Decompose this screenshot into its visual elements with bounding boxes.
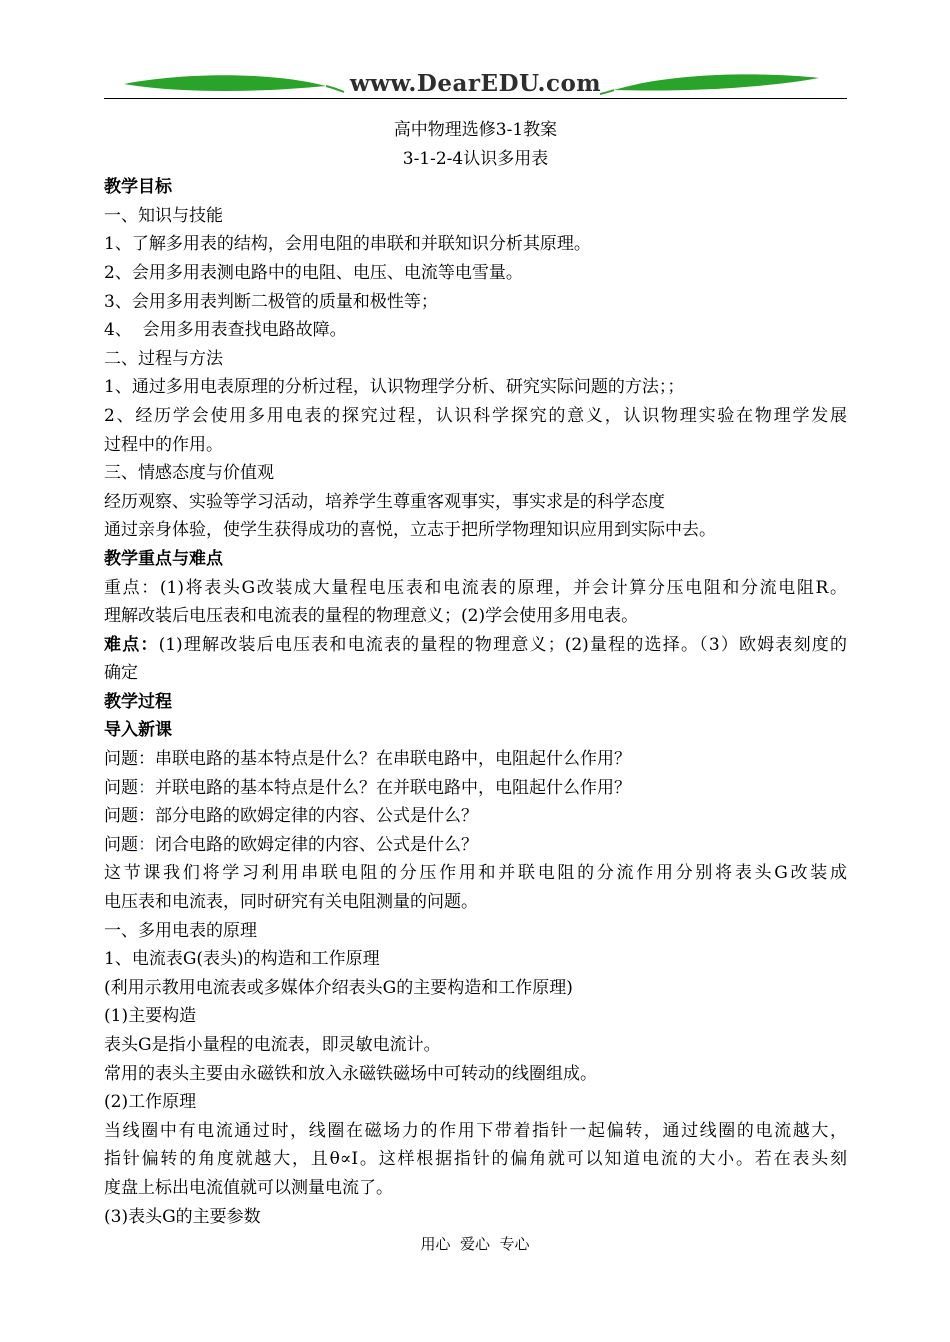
structure-text-1: 表头G是指小量程的电流表，即灵敏电流计。 bbox=[104, 1035, 441, 1055]
emotion-item-2: 通过亲身体验，使学生获得成功的喜悦，立志于把所学物理知识应用到实际中去。 bbox=[104, 520, 716, 541]
question-colon: ： bbox=[138, 834, 155, 855]
question-text: 并联电路的基本特点是什么？在并联电路中，电阻起什么作用？ bbox=[155, 777, 631, 798]
lesson-intro-line-2: 电压表和电流表，同时研究有关电阻测量的问题。 bbox=[104, 892, 478, 913]
question-colon: ： bbox=[138, 806, 155, 827]
question-label: 问题 bbox=[104, 777, 138, 798]
document-body bbox=[104, 116, 847, 1231]
procedure-heading: 教学过程 bbox=[104, 691, 172, 712]
question-text: 闭合电路的欧姆定律的内容、公式是什么？ bbox=[155, 834, 478, 855]
question-colon: ： bbox=[138, 777, 155, 798]
question-label: 问题 bbox=[104, 806, 138, 827]
galvanometer-heading: 1、电流表G(表头)的构造和工作原理 bbox=[104, 949, 380, 970]
difficulty-label: 难点： bbox=[104, 634, 159, 655]
knowledge-heading: 一、知识与技能 bbox=[104, 205, 223, 226]
principle-heading: 一、多用电表的原理 bbox=[104, 920, 257, 941]
process-item-2-line-1: 2、经历学会使用多用电表的探究过程，认识科学探究的意义，认识物理实验在物理学发展 bbox=[104, 405, 847, 426]
key-points-line-1: 重点：(1)将表头G改装成大量程电压表和电流表的原理，并会计算分压电阻和分流电阻R。 bbox=[104, 577, 847, 598]
knowledge-item-3: 3、会用多用表判断二极管的质量和极性等； bbox=[104, 291, 438, 312]
knowledge-item-4: 4、 会用多用表查找电路故障。 bbox=[104, 320, 347, 341]
document-title: 高中物理选修3-1教案 bbox=[393, 120, 558, 140]
process-item-2-line-2: 过程中的作用。 bbox=[104, 434, 223, 455]
header-divider bbox=[104, 98, 847, 99]
question-colon: ： bbox=[138, 749, 155, 770]
intro-heading: 导入新课 bbox=[104, 720, 172, 741]
site-header-banner bbox=[104, 66, 847, 106]
question-label: 问题 bbox=[104, 749, 138, 770]
site-logo-text[interactable]: www.DearEDU.com bbox=[349, 70, 602, 97]
key-points-heading: 教学重点与难点 bbox=[104, 548, 223, 569]
parameters-heading: (3)表头G的主要参数 bbox=[104, 1206, 261, 1227]
difficulty-line-2: 确定 bbox=[104, 663, 138, 684]
working-principle-line-3: 度盘上标出电流值就可以测量电流了。 bbox=[104, 1177, 393, 1198]
structure-heading: (1)主要构造 bbox=[104, 1006, 197, 1027]
question-1 bbox=[104, 745, 847, 774]
emotion-heading: 三、情感态度与价值观 bbox=[104, 463, 274, 484]
lesson-intro-line-1: 这节课我们将学习利用串联电阻的分压作用和并联电阻的分流作用分别将表头G改装成 bbox=[104, 863, 847, 884]
knowledge-item-1: 1、了解多用表的结构，会用电阻的串联和并联知识分析其原理。 bbox=[104, 234, 591, 255]
process-heading: 二、过程与方法 bbox=[104, 348, 223, 369]
page-footer: 用心 爱心 专心 bbox=[420, 1235, 530, 1253]
question-4 bbox=[104, 831, 847, 860]
key-points-line-2: 理解改装后电压表和电流表的量程的物理意义；(2)学会使用多用电表。 bbox=[104, 606, 639, 627]
question-text: 串联电路的基本特点是什么？在串联电路中，电阻起什么作用？ bbox=[155, 749, 631, 770]
question-2 bbox=[104, 774, 847, 803]
question-label: 问题 bbox=[104, 834, 138, 855]
question-text: 部分电路的欧姆定律的内容、公式是什么？ bbox=[155, 806, 478, 827]
working-principle-line-1: 当线圈中有电流通过时，线圈在磁场力的作用下带着指针一起偏转，通过线圈的电流越大， bbox=[104, 1120, 847, 1141]
process-item-1: 1、通过多用电表原理的分析过程，认识物理学分析、研究实际问题的方法；； bbox=[104, 377, 685, 398]
working-principle-heading: (2)工作原理 bbox=[104, 1092, 197, 1113]
goals-heading: 教学目标 bbox=[104, 177, 172, 198]
working-principle-line-2: 指针偏转的角度就越大，且θ∝I。这样根据指针的偏角就可以知道电流的大小。若在表头刻 bbox=[104, 1149, 847, 1170]
galvanometer-note: (利用示教用电流表或多媒体介绍表头G的主要构造和工作原理) bbox=[104, 977, 573, 998]
structure-text-2: 常用的表头主要由永磁铁和放入永磁铁磁场中可转动的线圈组成。 bbox=[104, 1063, 597, 1084]
difficulty-line-1 bbox=[104, 631, 847, 660]
document-subtitle: 3-1-2-4认识多用表 bbox=[402, 148, 549, 169]
knowledge-item-2: 2、会用多用表测电路中的电阻、电压、电流等电雪量。 bbox=[104, 262, 523, 283]
difficulty-text: (1)理解改装后电压表和电流表的量程的物理意义；(2)量程的选择。（3）欧姆表刻度的 bbox=[158, 634, 847, 655]
emotion-item-1: 经历观察、实验等学习活动，培养学生尊重客观事实，事实求是的科学态度 bbox=[104, 491, 665, 512]
question-3 bbox=[104, 802, 847, 831]
